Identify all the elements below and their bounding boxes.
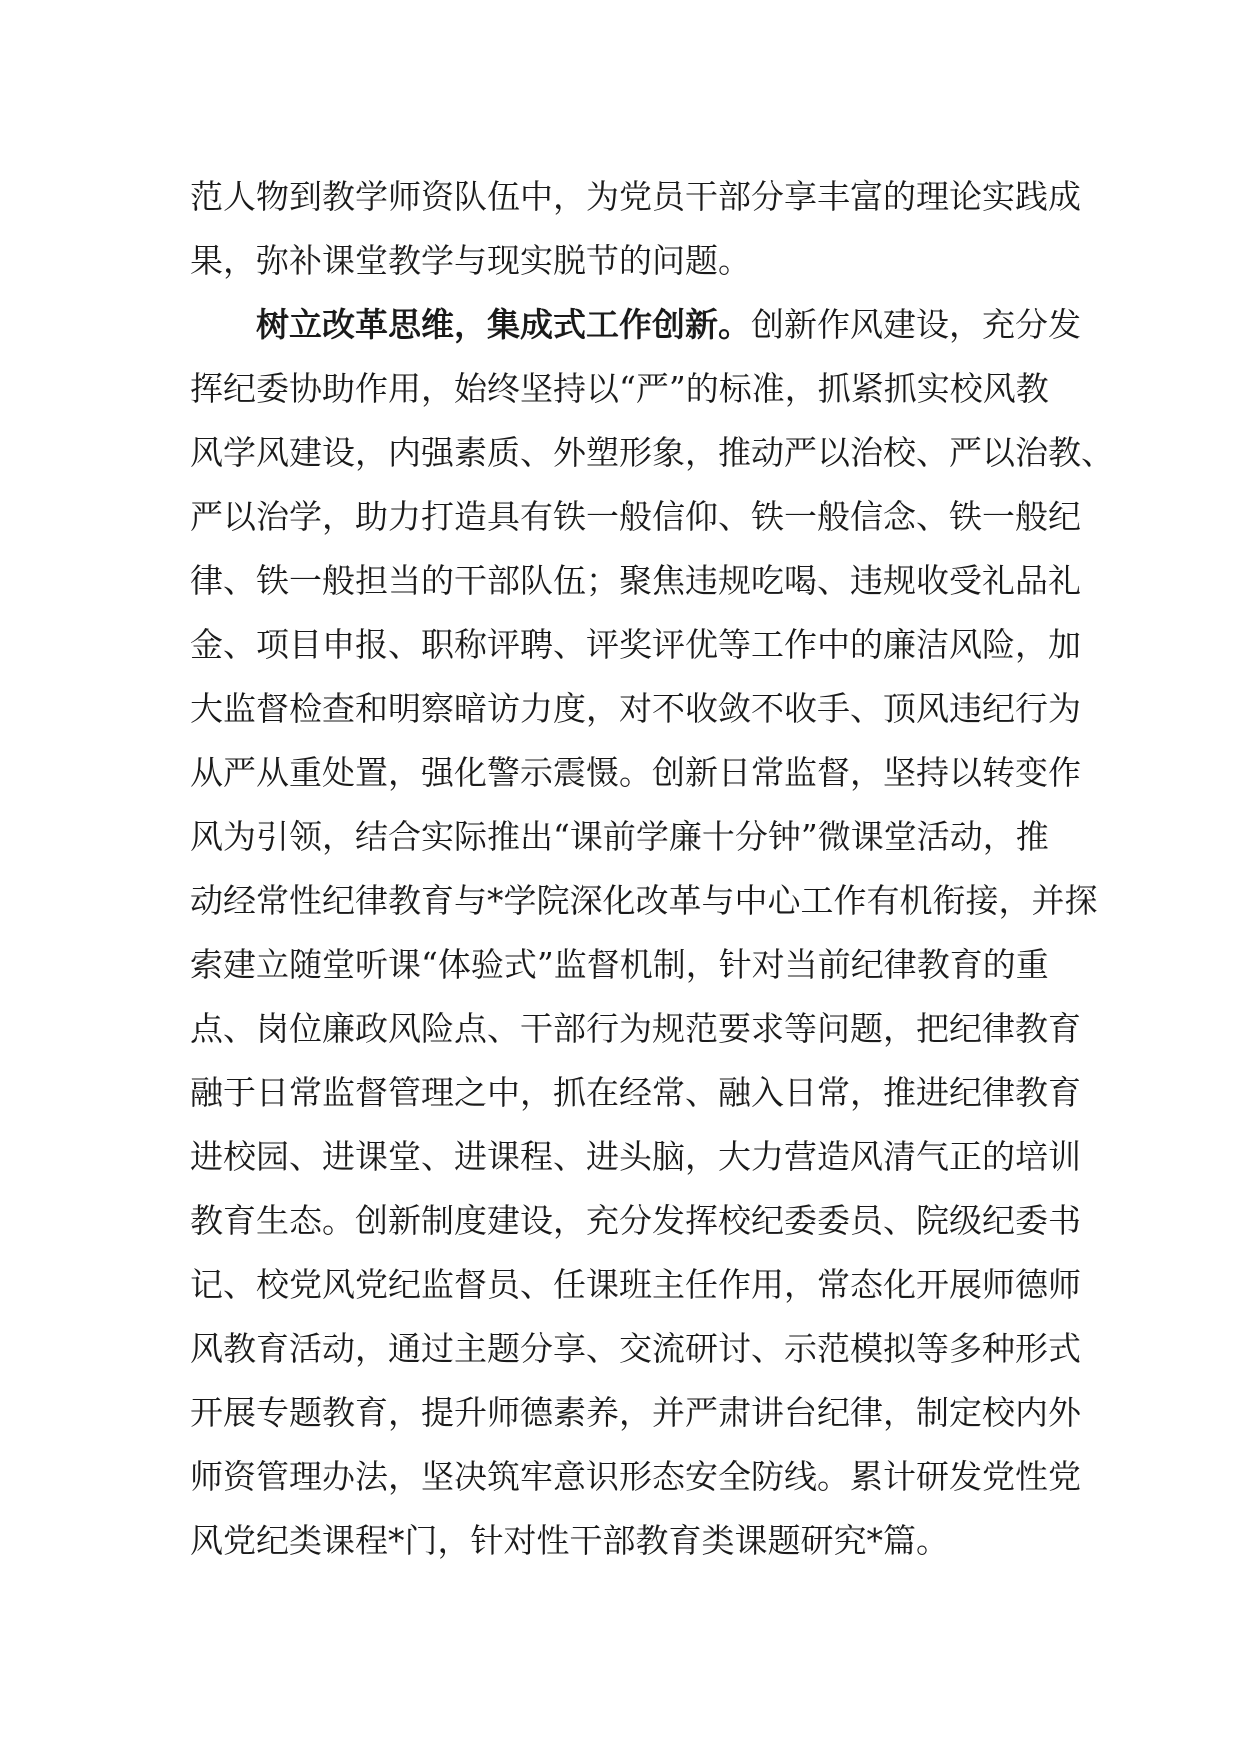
paragraph-line: 金、项目申报、职称评聘、评奖评优等工作中的廉洁风险，加 <box>190 625 1081 664</box>
paragraph-line: 挥纪委协助作用，始终坚持以“严”的标准，抓紧抓实校风教 <box>190 369 1049 408</box>
paragraph-line: 索建立随堂听课“体验式”监督机制，针对当前纪律教育的重 <box>190 945 1049 984</box>
paragraph-line: 风党纪类课程*门，针对性干部教育类课题研究*篇。 <box>190 1521 949 1560</box>
paragraph-line: 大监督检查和明察暗访力度，对不收敛不收手、顶风违纪行为 <box>190 689 1081 728</box>
paragraph-heading: 树立改革思维，集成式工作创新。 <box>256 305 751 344</box>
paragraph-line: 风教育活动，通过主题分享、交流研讨、示范模拟等多种形式 <box>190 1329 1081 1368</box>
paragraph-line: 记、校党风党纪监督员、任课班主任作用，常态化开展师德师 <box>190 1265 1081 1304</box>
paragraph-line: 融于日常监督管理之中，抓在经常、融入日常，推进纪律教育 <box>190 1073 1081 1112</box>
paragraph-line: 风学风建设，内强素质、外塑形象，推动严以治校、严以治教、 <box>190 433 1114 472</box>
paragraph-line: 点、岗位廉政风险点、干部行为规范要求等问题，把纪律教育 <box>190 1009 1081 1048</box>
paragraph-line: 进校园、进课堂、进课程、进头脑，大力营造风清气正的培训 <box>190 1137 1081 1176</box>
paragraph-line: 律、铁一般担当的干部队伍；聚焦违规吃喝、违规收受礼品礼 <box>190 561 1081 600</box>
paragraph-first-line <box>190 293 1081 357</box>
paragraph-line: 教育生态。创新制度建设，充分发挥校纪委委员、院级纪委书 <box>190 1201 1081 1240</box>
paragraph-line: 从严从重处置，强化警示震慑。创新日常监督，坚持以转变作 <box>190 753 1081 792</box>
paragraph-line: 师资管理办法，坚决筑牢意识形态安全防线。累计研发党性党 <box>190 1457 1081 1496</box>
paragraph-line: 开展专题教育，提升师德素养，并严肃讲台纪律，制定校内外 <box>190 1393 1081 1432</box>
paragraph-line-rest: 创新作风建设，充分发 <box>751 305 1081 344</box>
paragraph-line: 动经常性纪律教育与*学院深化改革与中心工作有机衔接，并探 <box>190 881 1098 920</box>
document-body <box>190 165 1114 1573</box>
paragraph-line: 严以治学，助力打造具有铁一般信仰、铁一般信念、铁一般纪 <box>190 497 1081 536</box>
paragraph-line: 风为引领，结合实际推出“课前学廉十分钟”微课堂活动，推 <box>190 817 1049 856</box>
paragraph-line: 范人物到教学师资队伍中，为党员干部分享丰富的理论实践成 <box>190 177 1081 216</box>
paragraph-line: 果，弥补课堂教学与现实脱节的问题。 <box>190 241 751 280</box>
